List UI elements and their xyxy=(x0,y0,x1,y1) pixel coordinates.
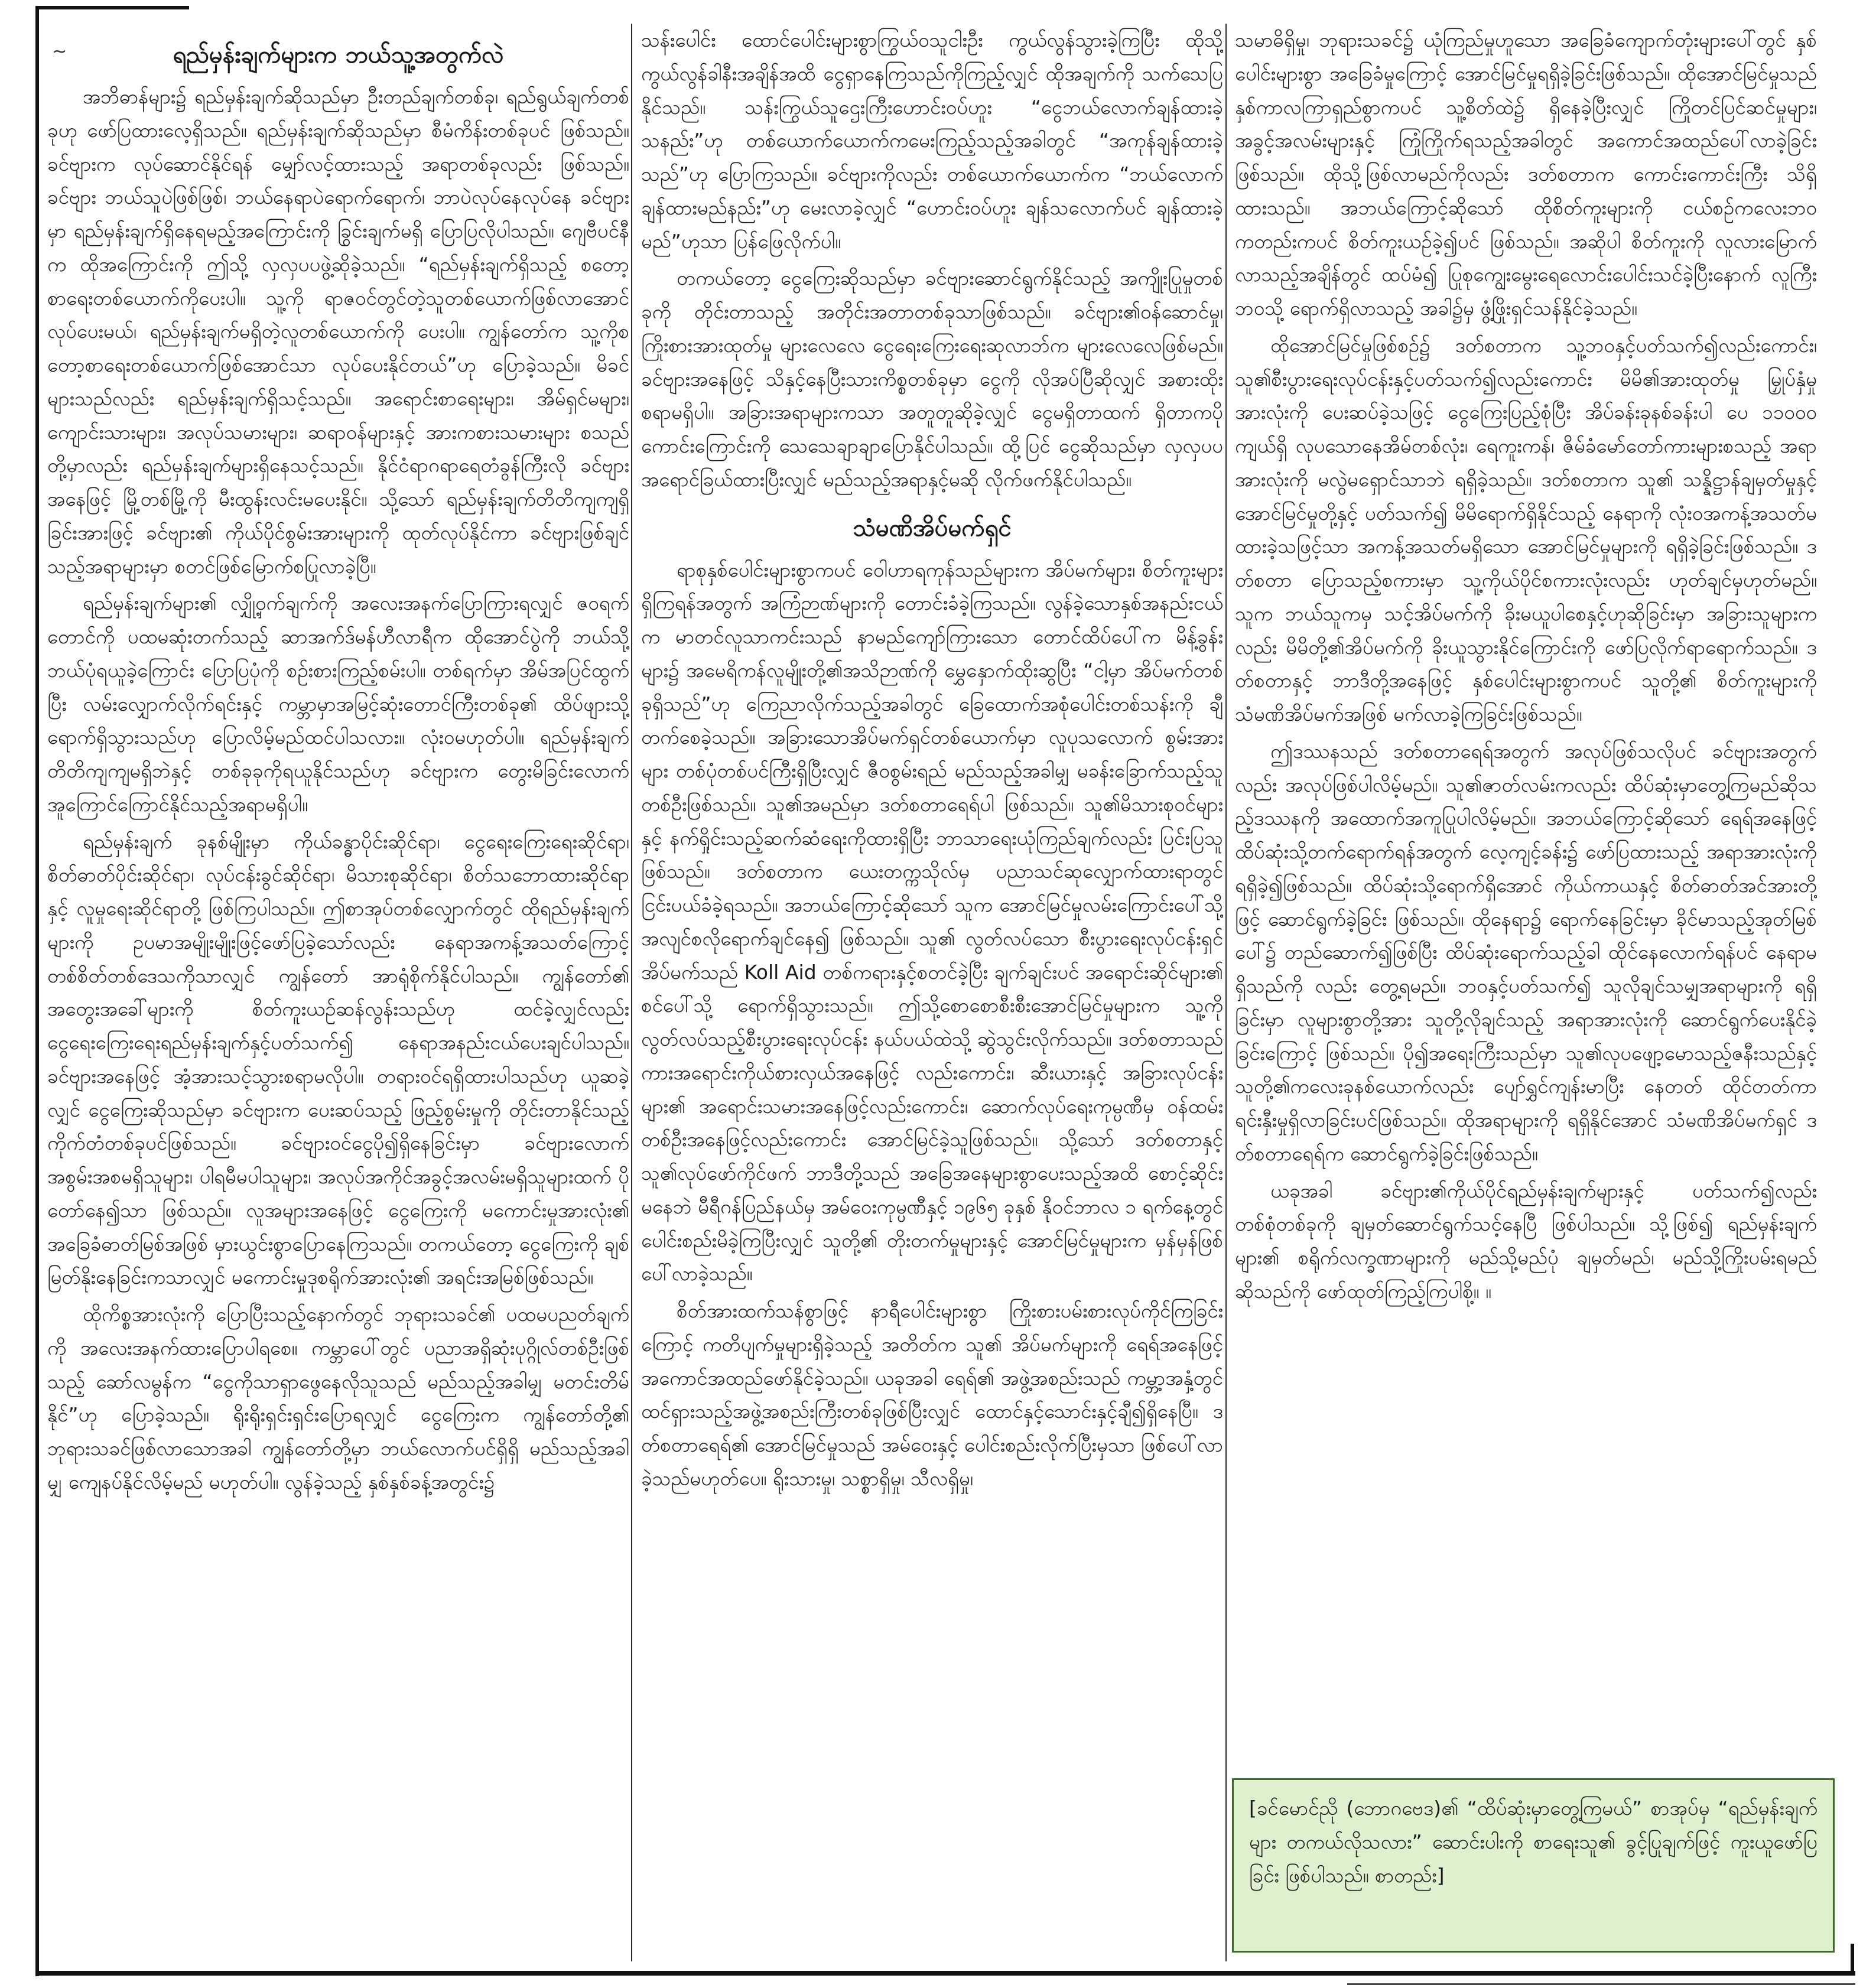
paragraph: ရည်မှန်းချက် ခုနစ်မျိုးမှာ ကိုယ်ခန္ဓာပိုင်းဆိုင်ရာ၊ ငွေရေးကြေးရေးဆိုင်ရာ၊ စိတ်ဓာတ်ပိုင်းဆိုင်ရာ၊ လုပ်ငန်းခွင်ဆိုင်ရာ၊ မိသားစုဆိုင်ရာ၊ စိတ်သဘောထားဆိုင်ရာနှင့် လူမှုရေးဆိုင်ရာတို့ ဖြစ်ကြပါသည်။ ဤစာအုပ်တစ်လျှောက်တွင် ထိုရည်မှန်းချက်များကို ဥပမာအမျိုးမျိုးဖြင့်ဖော်ပြခဲ့သော်လည်း နေရာအကန့်အသတ်ကြောင့် တစ်စိတ်တစ်ဒေသကိုသာလျှင် ကျွန်တော် အာရုံစိုက်နိုင်ပါသည်။ ကျွန်တော်၏ အတွေးအခေါ်များကို စိတ်ကူးယဉ်ဆန်လွန်းသည်ဟု ထင်ခဲ့လျှင်လည်း ငွေရေးကြေးရေးရည်မှန်းချက်နှင့်ပတ်သက်၍ နေရာအနည်းငယ်ပေးချင်ပါသည်။ ခင်ဗျားအနေဖြင့် အံ့အားသင့်သွားစရာမလိုပါ။ တရားဝင်ရရှိထားပါသည်ဟု ယူဆခဲ့လျှင် ငွေကြေးဆိုသည်မှာ ခင်ဗျားက ပေးဆပ်သည့် ဖြည့်စွမ်းမှုကို တိုင်းတာနိုင်သည့် ကိုက်တံတစ်ခုပင်ဖြစ်သည်။ ခင်ဗျားဝင်ငွေပို၍ရှိနေခြင်းမှာ ခင်ဗျားလောက် အစွမ်းအစမရှိသူများ၊ ပါရမီမပါသူများ၊ အလုပ်အကိုင်အခွင့်အလမ်းမရှိသူများထက် ပိုတော်နေ၍သာ ဖြစ်သည်။ လူအများအနေဖြင့် ငွေကြေးကို မကောင်းမှုအားလုံး၏ အခြေခံဓာတ်မြစ်အဖြစ် မှားယွင်းစွာပြောနေကြသည်။ တကယ်တော့ ငွေကြေးကို ချစ်မြတ်နိုးနေခြင်းကသာလျှင် မကောင်းမှုဒုစရိုက်အားလုံး၏ အရင်းအမြစ်ဖြစ်သည်။ xyxy=(47,829,629,1289)
paragraph: ထိုအောင်မြင်မှုဖြစ်စဉ်၌ ဒတ်စတာက သူ့ဘဝနှင့်ပတ်သက်၍လည်းကောင်း၊ သူ၏စီးပွားရေးလုပ်ငန်းနှင့်ပတ်သက်၍လည်းကောင်း မိမိ၏အားထုတ်မှု မြှုပ်နှံမှုအားလုံးကို ပေးဆပ်ခဲ့သဖြင့် ငွေကြေးပြည့်စုံပြီး အိပ်ခန်းခုနစ်ခန်းပါ ပေ ၁၁၀၀၀ ကျယ်ရှိ လုပသောနေအိမ်တစ်လုံး၊ ရေကူးကန်၊ ဇိမ်ခံမော်တော်ကားများစသည့် အရာအားလုံးကို မလွဲမရှောင်သာဘဲ ရရှိခဲ့သည်။ ဒတ်စတာက သူ၏ သန္နိဋ္ဌာန်ချမှတ်မှုနှင့် အောင်မြင်မှုတို့နှင့် ပတ်သက်၍ မိမိရောက်ရှိနိုင်သည့် နေရာကို လုံးဝအကန့်အသတ်မထားခဲ့သဖြင့်သာ အကန့်အသတ်မရှိသော အောင်မြင်မှုများကို ရရှိခဲ့ခြင်းဖြစ်သည်။ ဒတ်စတာ ပြောသည့်စကားမှာ သူ့ကိုယ်ပိုင်စကားလုံးလည်း ဟုတ်ချင်မှဟုတ်မည်။ သူက ဘယ်သူကမှ သင့်အိပ်မက်ကို ခိုးမယူပါစေနှင့်ဟုဆိုခြင်းမှာ အခြားသူများကလည်း မိမိတို့၏အိပ်မက်ကို ခိုးယူသွားနိုင်ကြောင်းကို ဖော်ပြလိုက်ရာရောက်သည်။ ဒတ်စတာနှင့် ဘာဒီတို့အနေဖြင့် နှစ်ပေါင်းများစွာကပင် သူတို့၏ စိတ်ကူးများကို သံမဏိအိပ်မက်အဖြစ် မက်လာခဲ့ကြခြင်းဖြစ်သည်။ xyxy=(1235,333,1817,725)
paragraph: သမာဓိရှိမှု၊ ဘုရားသခင်၌ ယုံကြည်မှုဟူသော အခြေခံကျောက်တုံးများပေါ်တွင် နှစ်ပေါင်းများစွာ အခြေခံမှုကြောင့် အောင်မြင်မှုရရှိခဲ့ခြင်းဖြစ်သည်။ ထိုအောင်မြင်မှုသည် နှစ်ကာလကြာရှည်စွာကပင် သူ့စိတ်ထဲ၌ ရှိနေခဲ့ပြီးလျှင် ကြိုတင်ပြင်ဆင်မှုများ၊ အခွင့်အလမ်းများနှင့် ကြုံကြိုက်ရသည့်အခါတွင် အကောင်အထည်ပေါ်လာခဲ့ခြင်းဖြစ်သည်။ ထိုသို့ဖြစ်လာမည်ကိုလည်း ဒတ်စတာက ကောင်းကောင်းကြီး သိရှိထားသည်။ အဘယ်ကြောင့်ဆိုသော် ထိုစိတ်ကူးများကို ငယ်စဉ်ကလေးဘဝကတည်းကပင် စိတ်ကူးယဉ်ခဲ့၍ပင် ဖြစ်သည်။ အဆိုပါ စိတ်ကူးကို လူလားမြောက်လာသည့်အချိန်တွင် ထပ်မံ၍ ပြုစုကျွေးမွေးရေလောင်းပေါင်းသင်ခဲ့ပြီးနောက် လူကြီးဘဝသို့ ရောက်ရှိလာသည့် အခါ၌မှ ဖွံ့ဖြိုးရှင်သန်နိုင်ခဲ့သည်။ xyxy=(1235,28,1817,320)
section-headline: ရည်မှန်းချက်များက ဘယ်သူ့အတွက်လဲ xyxy=(173,41,504,69)
paragraph: ယခုအခါ ခင်ဗျား၏ကိုယ်ပိုင်ရည်မှန်းချက်များနှင့် ပတ်သက်၍လည်း တစ်စုံတစ်ခုကို ချမှတ်ဆောင်ရွက်သင့်နေပြီ ဖြစ်ပါသည်။ သို့ဖြစ်၍ ရည်မှန်းချက်များ၏ စရိုက်လက္ခဏာများကို မည်သို့မည်ပုံ ချမှတ်မည်၊ မည်သို့ကြိုးပမ်းရမည်ဆိုသည်ကို ဖော်ထုတ်ကြည့်ကြပါစို့။ ။ xyxy=(1235,1179,1817,1303)
paragraph: ရာစုနှစ်ပေါင်းများစွာကပင် ဝေါဟာရကုန်သည်များက အိပ်မက်များ၊ စိတ်ကူးများရှိကြရန်အတွက် အကြံဉာဏ်များကို တောင်းခံခဲ့ကြသည်။ လွန်ခဲ့သောနှစ်အနည်းငယ်က မာတင်လူသာကင်းသည် နာမည်ကျော်ကြားသော တောင်ထိပ်ပေါ်က မိန့်ခွန်းများ၌ အမေရိကန်လူမျိုးတို့၏အသိဉာဏ်ကို မွှေနှောက်ထိုးဆွပြီး “ငါ့မှာ အိပ်မက်တစ်ခုရှိသည်”ဟု ကြေညာလိုက်သည့်အခါတွင် ခြေထောက်အစုံပေါင်းတစ်သန်းကို ချီတက်စေခဲ့သည်။ အခြားသောအိပ်မက်ရှင်တစ်ယောက်မှာ လူပုသလောက် စွမ်းအားများ တစ်ပုံတစ်ပင်ကြီးရှိပြီးလျှင် ဇီဝစွမ်းရည် မည်သည့်အခါမျှ မခန်းခြောက်သည့်သူတစ်ဦးဖြစ်သည်။ သူ၏အမည်မှာ ဒတ်စတာရေရ်ပါ ဖြစ်သည်။ သူ၏မိသားစုဝင်များနှင့် နက်ရှိုင်းသည့်ဆက်ဆံရေးကိုထားရှိပြီး ဘာသာရေးယုံကြည်ချက်လည်း ပြင်းပြသူဖြစ်သည်။ ဒတ်စတာက ယေးတက္ကသိုလ်မှ ပညာသင်ဆုလျှောက်ထားရာတွင် ငြင်းပယ်ခံခဲ့ရသည်။ အဘယ်ကြောင့်ဆိုသော် သူက အောင်မြင်မှုလမ်းကြောင်းပေါ်သို့ အလျင်စလိုရောက်ချင်နေ၍ ဖြစ်သည်။ သူ၏ လွတ်လပ်သော စီးပွားရေးလုပ်ငန်းရှင်အိပ်မက်သည် Koll Aid တစ်ကရားနှင့်စတင်ခဲ့ပြီး ချက်ချင်းပင် အရောင်းဆိုင်များ၏ စင်ပေါ်သို့ ရောက်ရှိသွားသည်။ ဤသို့စောစောစီးစီးအောင်မြင်မှုများက သူ့ကို လွတ်လပ်သည့်စီးပွားရေးလုပ်ငန်း နယ်ပယ်ထဲသို့ ဆွဲသွင်းလိုက်သည်။ ဒတ်စတာသည် ကားအရောင်းကိုယ်စားလှယ်အနေဖြင့် လည်းကောင်း၊ ဆီးယားနှင့် အခြားလုပ်ငန်းများ၏ အရောင်းသမားအနေဖြင့်လည်းကောင်း၊ ဆောက်လုပ်ရေးကုမ္ပဏီမှ ဝန်ထမ်းတစ်ဦးအနေဖြင့်လည်းကောင်း အောင်မြင်ခဲ့သူဖြစ်သည်။ သို့သော် ဒတ်စတာနှင့် သူ၏လုပ်ဖော်ကိုင်ဖက် ဘာဒီတို့သည် အခြေအနေများစွာပေးသည့်အထိ စောင့်ဆိုင်းမနေဘဲ မီရီဂန်ပြည်နယ်မှ အမ်ဝေးကုမ္ပဏီနှင့် ၁၉၆၅ ခုနှစ် နိုဝင်ဘာလ ၁ ရက်နေ့တွင် ပေါင်းစည်းမိခဲ့ကြပြီးလျှင် သူတို့၏ တိုးတက်မှုများနှင့် အောင်မြင်မှုများက မှန်မှန်ဖြစ်ပေါ်လာခဲ့သည်။ xyxy=(641,558,1223,1286)
paragraph: ထိုကိစ္စအားလုံးကို ပြောပြီးသည့်နောက်တွင် ဘုရားသခင်၏ ပထမပညတ်ချက်ကို အလေးအနက်ထားပြောပါရစေ။ ကမ္ဘာပေါ်တွင် ပညာအရှိဆုံးပုဂ္ဂိုလ်တစ်ဦးဖြစ်သည့် ဆော်လမွန်က “ငွေကိုသာရှာဖွေနေလိုသူသည် မည်သည့်အခါမျှ မတင်းတိမ်နိုင်”ဟု ပြောခဲ့သည်။ ရိုးရိုးရှင်းရှင်းပြောရလျှင် ငွေကြေးက ကျွန်တော်တို့၏ ဘုရားသခင်ဖြစ်လာသောအခါ ကျွန်တော်တို့မှာ ဘယ်လောက်ပင်ရှိရှိ မည်သည့်အခါမျှ ကျေနပ်နိုင်လိမ့်မည် မဟုတ်ပါ။ လွန်ခဲ့သည့် နှစ်နှစ်ခန့်အတွင်း၌ xyxy=(47,1303,629,1494)
section-headline: သံမဏိအိပ်မက်ရှင် xyxy=(853,514,1012,542)
paragraph: ရည်မှန်းချက်များ၏ လျှို့ဝှက်ချက်ကို အလေးအနက်ပြောကြားရလျှင် ဇဝရက်တောင်ကို ပထမဆုံးတက်သည့် ဆာအက်ဒ်မန်ဟီလာရီက ထိုအောင်ပွဲကို ဘယ်သို့ဘယ်ပုံရယူခဲ့ကြောင်း ပြောပြပုံကို စဉ်းစားကြည့်စမ်းပါ။ တစ်ရက်မှာ အိမ်အပြင်ထွက်ပြီး လမ်းလျှောက်လိုက်ရင်းနှင့် ကမ္ဘာမှာအမြင့်ဆုံးတောင်ကြီးတစ်ခု၏ ထိပ်ဖျားသို့ ရောက်ရှိသွားသည်ဟု ပြောလိမ့်မည်ထင်ပါသလား။ လုံးဝမဟုတ်ပါ။ ရည်မှန်းချက်တိတိကျကျမရှိဘဲနှင့် တစ်ခုခုကိုရယူနိုင်သည်ဟု ခင်ဗျားက တွေးမိခြင်းလောက် အူကြောင်ကြောင်နိုင်သည့်အရာမရှိပါ။ xyxy=(47,591,629,816)
column-divider-1 xyxy=(631,24,632,1961)
article-column-1 xyxy=(47,24,629,1961)
article-column-2 xyxy=(641,24,1223,1961)
paragraph: ဤဒဿနသည် ဒတ်စတာရေရ်အတွက် အလုပ်ဖြစ်သလိုပင် ခင်ဗျားအတွက်လည်း အလုပ်ဖြစ်ပါလိမ့်မည်။ သူ၏ဇာတ်လမ်းကလည်း ထိပ်ဆုံးမှာတွေ့ကြမည်ဆိုသည့်ဒဿနကို အထောက်အကူပြုပါလိမ့်မည်။ အဘယ်ကြောင့်ဆိုသော် ရေရ်အနေဖြင့် ထိပ်ဆုံးသို့တက်ရောက်ရန်အတွက် လေ့ကျင့်ခန်း၌ ဖော်ပြထားသည့် အရာအားလုံးကို ရရှိခဲ့၍ဖြစ်သည်။ ထိပ်ဆုံးသို့ရောက်ရှိအောင် ကိုယ်ကာယနှင့် စိတ်ဓာတ်အင်အားတို့ဖြင့် ဆောင်ရွက်ခဲ့ခြင်း ဖြစ်သည်။ ထိုနေရာ၌ ရောက်နေခြင်းမှာ ခိုင်မာသည့်အုတ်မြစ်ပေါ်၌ တည်ဆောက်၍ဖြစ်ပြီး ထိပ်ဆုံးရောက်သည့်ခါ ထိုင်နေလောက်ရန်ပင် နေရာမရှိသည်ကို လည်း တွေ့ရမည်။ ဘဝနှင့်ပတ်သက်၍ သူလိုချင်သမျှအရာများကို ရရှိခြင်းမှာ လူများစွာတို့အား သူတို့လိုချင်သည့် အရာအားလုံးကို ဆောင်ရွက်ပေးနိုင်ခဲ့ခြင်းကြောင့် ဖြစ်သည်။ ပို၍အရေးကြီးသည်မှာ သူ၏လုပဖျော့မောသည့်ဇနီးသည်နှင့် သူတို့၏ကလေးခုနစ်ယောက်လည်း ပျော်ရွှင်ကျန်းမာပြီး နေတတ် ထိုင်တတ်ကာ ရင်းနှီးမှုရှိလာခြင်းပင်ဖြစ်သည်။ ထိုအရာများကို ရရှိနိုင်အောင် သံမဏိအိပ်မက်ရှင် ဒတ်စတာရေရ်က ဆောင်ရွက်ခဲ့ခြင်းဖြစ်သည်။ xyxy=(1235,739,1817,1165)
paragraph: သန်းပေါင်း ထောင်ပေါင်းများစွာကြွယ်ဝသူငါးဦး ကွယ်လွန်သွားခဲ့ကြပြီး ထိုသို့ကွယ်လွန်ခါနီးအချိန်အထိ ငွေရှာနေကြသည်ကိုကြည့်လျှင် ထိုအချက်ကို သက်သေပြနိုင်သည်။ သန်းကြွယ်သူဌေးကြီးဟောင်းဝပ်ဟူး “ငွေဘယ်လောက်ချန်ထားခဲ့သနည်း”ဟု တစ်ယောက်ယောက်ကမေးကြည့်သည့်အခါတွင် “အကုန်ချန်ထားခဲ့သည်”ဟု ပြောကြသည်။ ခင်ဗျားကိုလည်း တစ်ယောက်ယောက်က “ဘယ်လောက်ချန်ထားမည်နည်း”ဟု မေးလာခဲ့လျှင် “ဟောင်းဝပ်ဟူး ချန်သလောက်ပင် ချန်ထားခဲ့မည်”ဟုသာ ပြန်ဖြေလိုက်ပါ။ xyxy=(641,28,1223,253)
article-column-3 xyxy=(1235,24,1817,1772)
column-divider-2 xyxy=(1225,24,1227,1961)
source-note-text: [ခင်မောင်ညို (ဘောဂဗေဒ)၏ “ထိပ်ဆုံးမှာတွေ့ကြမယ်” စာအုပ်မှ “ရည်မှန်းချက်များ တကယ်လိုသလား” ဆောင်းပါးကို စာရေးသူ၏ ခွင့်ပြုချက်ဖြင့် ကူးယူဖော်ပြခြင်း ဖြစ်ပါသည်။ စာတည်း] xyxy=(1249,1797,1818,1887)
corner-mark: ~ xyxy=(52,41,67,62)
source-note-box xyxy=(1232,1778,1835,1953)
frame-left-rule xyxy=(35,6,39,1976)
paragraph: စိတ်အားထက်သန်စွာဖြင့် နာရီပေါင်းများစွာ ကြိုးစားပမ်းစားလုပ်ကိုင်ကြခြင်းကြောင့် ကတိပျက်မှုများရှိခဲ့သည့် အတိတ်က သူ၏ အိပ်မက်များကို ရေရ်အနေဖြင့် အကောင်အထည်ဖော်နိုင်ခဲ့သည်။ ယခုအခါ ရေရ်၏ အဖွဲ့အစည်းသည် ကမ္ဘာ့အနှံ့တွင် ထင်ရှားသည့်အဖွဲ့အစည်းကြီးတစ်ခုဖြစ်ပြီးလျှင် ထောင်နှင့်သောင်းနှင့်ချီ၍ရှိနေပြီ။ ဒတ်စတာရေရ်၏ အောင်မြင်မှုသည် အမ်ဝေးနှင့် ပေါင်းစည်းလိုက်ပြီးမှသာ ဖြစ်ပေါ်လာခဲ့သည်မဟုတ်ပေ။ ရိုးသားမှု၊ သစ္စာရှိမှု၊ သီလရှိမှု၊ xyxy=(641,1299,1223,1490)
bottom-thin-rule xyxy=(1347,1983,1855,1985)
frame-top-rule xyxy=(35,6,189,9)
paragraph: အဘိဓာန်များ၌ ရည်မှန်းချက်ဆိုသည်မှာ ဦးတည်ချက်တစ်ခု၊ ရည်ရွယ်ချက်တစ်ခုဟု ဖော်ပြထားလေ့ရှိသည်။ ရည်မှန်းချက်ဆိုသည်မှာ စီမံကိန်းတစ်ခုပင် ဖြစ်သည်။ ခင်ဗျားက လုပ်ဆောင်နိုင်ရန် မျှော်လင့်ထားသည့် အရာတစ်ခုလည်း ဖြစ်သည်။ ခင်ဗျား ဘယ်သူပဲဖြစ်ဖြစ်၊ ဘယ်နေရာပဲရောက်ရောက်၊ ဘာပဲလုပ်နေလုပ်နေ ခင်ဗျားမှာ ရည်မှန်းချက်ရှိနေရမည့်အကြောင်းကို ခြွင်းချက်မရှိ ပြောပြလိုပါသည်။ ဂျေဗီပင်နီက ထိုအကြောင်းကို ဤသို့ လှလှပပဖွဲ့ဆိုခဲ့သည်။ “ရည်မှန်းချက်ရှိသည့် စတော့စာရေးတစ်ယောက်ကိုပေးပါ။ သူ့ကို ရာဇဝင်တွင်တဲ့သူတစ်ယောက်ဖြစ်လာအောင် လုပ်ပေးမယ်၊ ရည်မှန်းချက်မရှိတဲ့လူတစ်ယောက်ကို ပေးပါ။ ကျွန်တော်က သူ့ကိုစတော့စာရေးတစ်ယောက်ဖြစ်အောင်သာ လုပ်ပေးနိုင်တယ်”ဟု ပြောခဲ့သည်။ မိခင်များသည်လည်း ရည်မှန်းချက်ရှိသင့်သည်။ အရောင်းစာရေးများ၊ အိမ်ရှင်မများ၊ ကျောင်းသားများ၊ အလုပ်သမားများ၊ ဆရာဝန်များနှင့် အားကစားသမားများ စသည်တို့မှာလည်း ရည်မှန်းချက်များရှိနေသင့်သည်။ နိုင်ငံရာဂရာရေတံခွန်ကြီးလို ခင်ဗျားအနေဖြင့် မြို့တစ်မြို့ကို မီးထွန်းလင်းမပေးနိုင်။ သို့သော် ရည်မှန်းချက်တိတိကျကျရှိခြင်းအားဖြင့် ခင်ဗျား၏ ကိုယ်ပိုင်စွမ်းအားများကို ထုတ်လုပ်နိုင်ကာ ခင်ဗျားဖြစ်ချင်သည့်အရာများမှာ စတင်ဖြစ်မြောက်စပြုလာခဲ့ပြီ။ xyxy=(47,85,629,578)
paragraph: တကယ်တော့ ငွေကြေးဆိုသည်မှာ ခင်ဗျားဆောင်ရွက်နိုင်သည့် အကျိုးပြုမှုတစ်ခုကို တိုင်းတာသည့် အတိုင်းအတာတစ်ခုသာဖြစ်သည်။ ခင်ဗျား၏ဝန်ဆောင်မှု၊ ကြိုးစားအားထုတ်မှု များလေလေ ငွေရေးကြေးရေးဆုလာဘ်က များလေလေဖြစ်မည်။ ခင်ဗျားအနေဖြင့် သိနှင့်နေပြီးသားကိစ္စတစ်ခုမှာ ငွေကို လိုအပ်ပြီဆိုလျှင် အစားထိုးစရာမရှိပါ။ အခြားအရာများကသာ အတူတူဆိုခဲ့လျှင် ငွေမရှိတာထက် ရှိတာကပိုကောင်းကြောင်းကို သေသေချာချာပြောနိုင်ပါသည်။ ထို့ပြင် ငွေဆိုသည်မှာ လှလှပပအရောင်ခြယ်ထားပြီးလျှင် မည်သည့်အရာနှင့်မဆို လိုက်ဖက်နိုင်ပါသည်။ xyxy=(641,266,1223,491)
frame-right-rule xyxy=(1851,1944,1854,1976)
frame-bottom-rule xyxy=(35,1971,1855,1976)
